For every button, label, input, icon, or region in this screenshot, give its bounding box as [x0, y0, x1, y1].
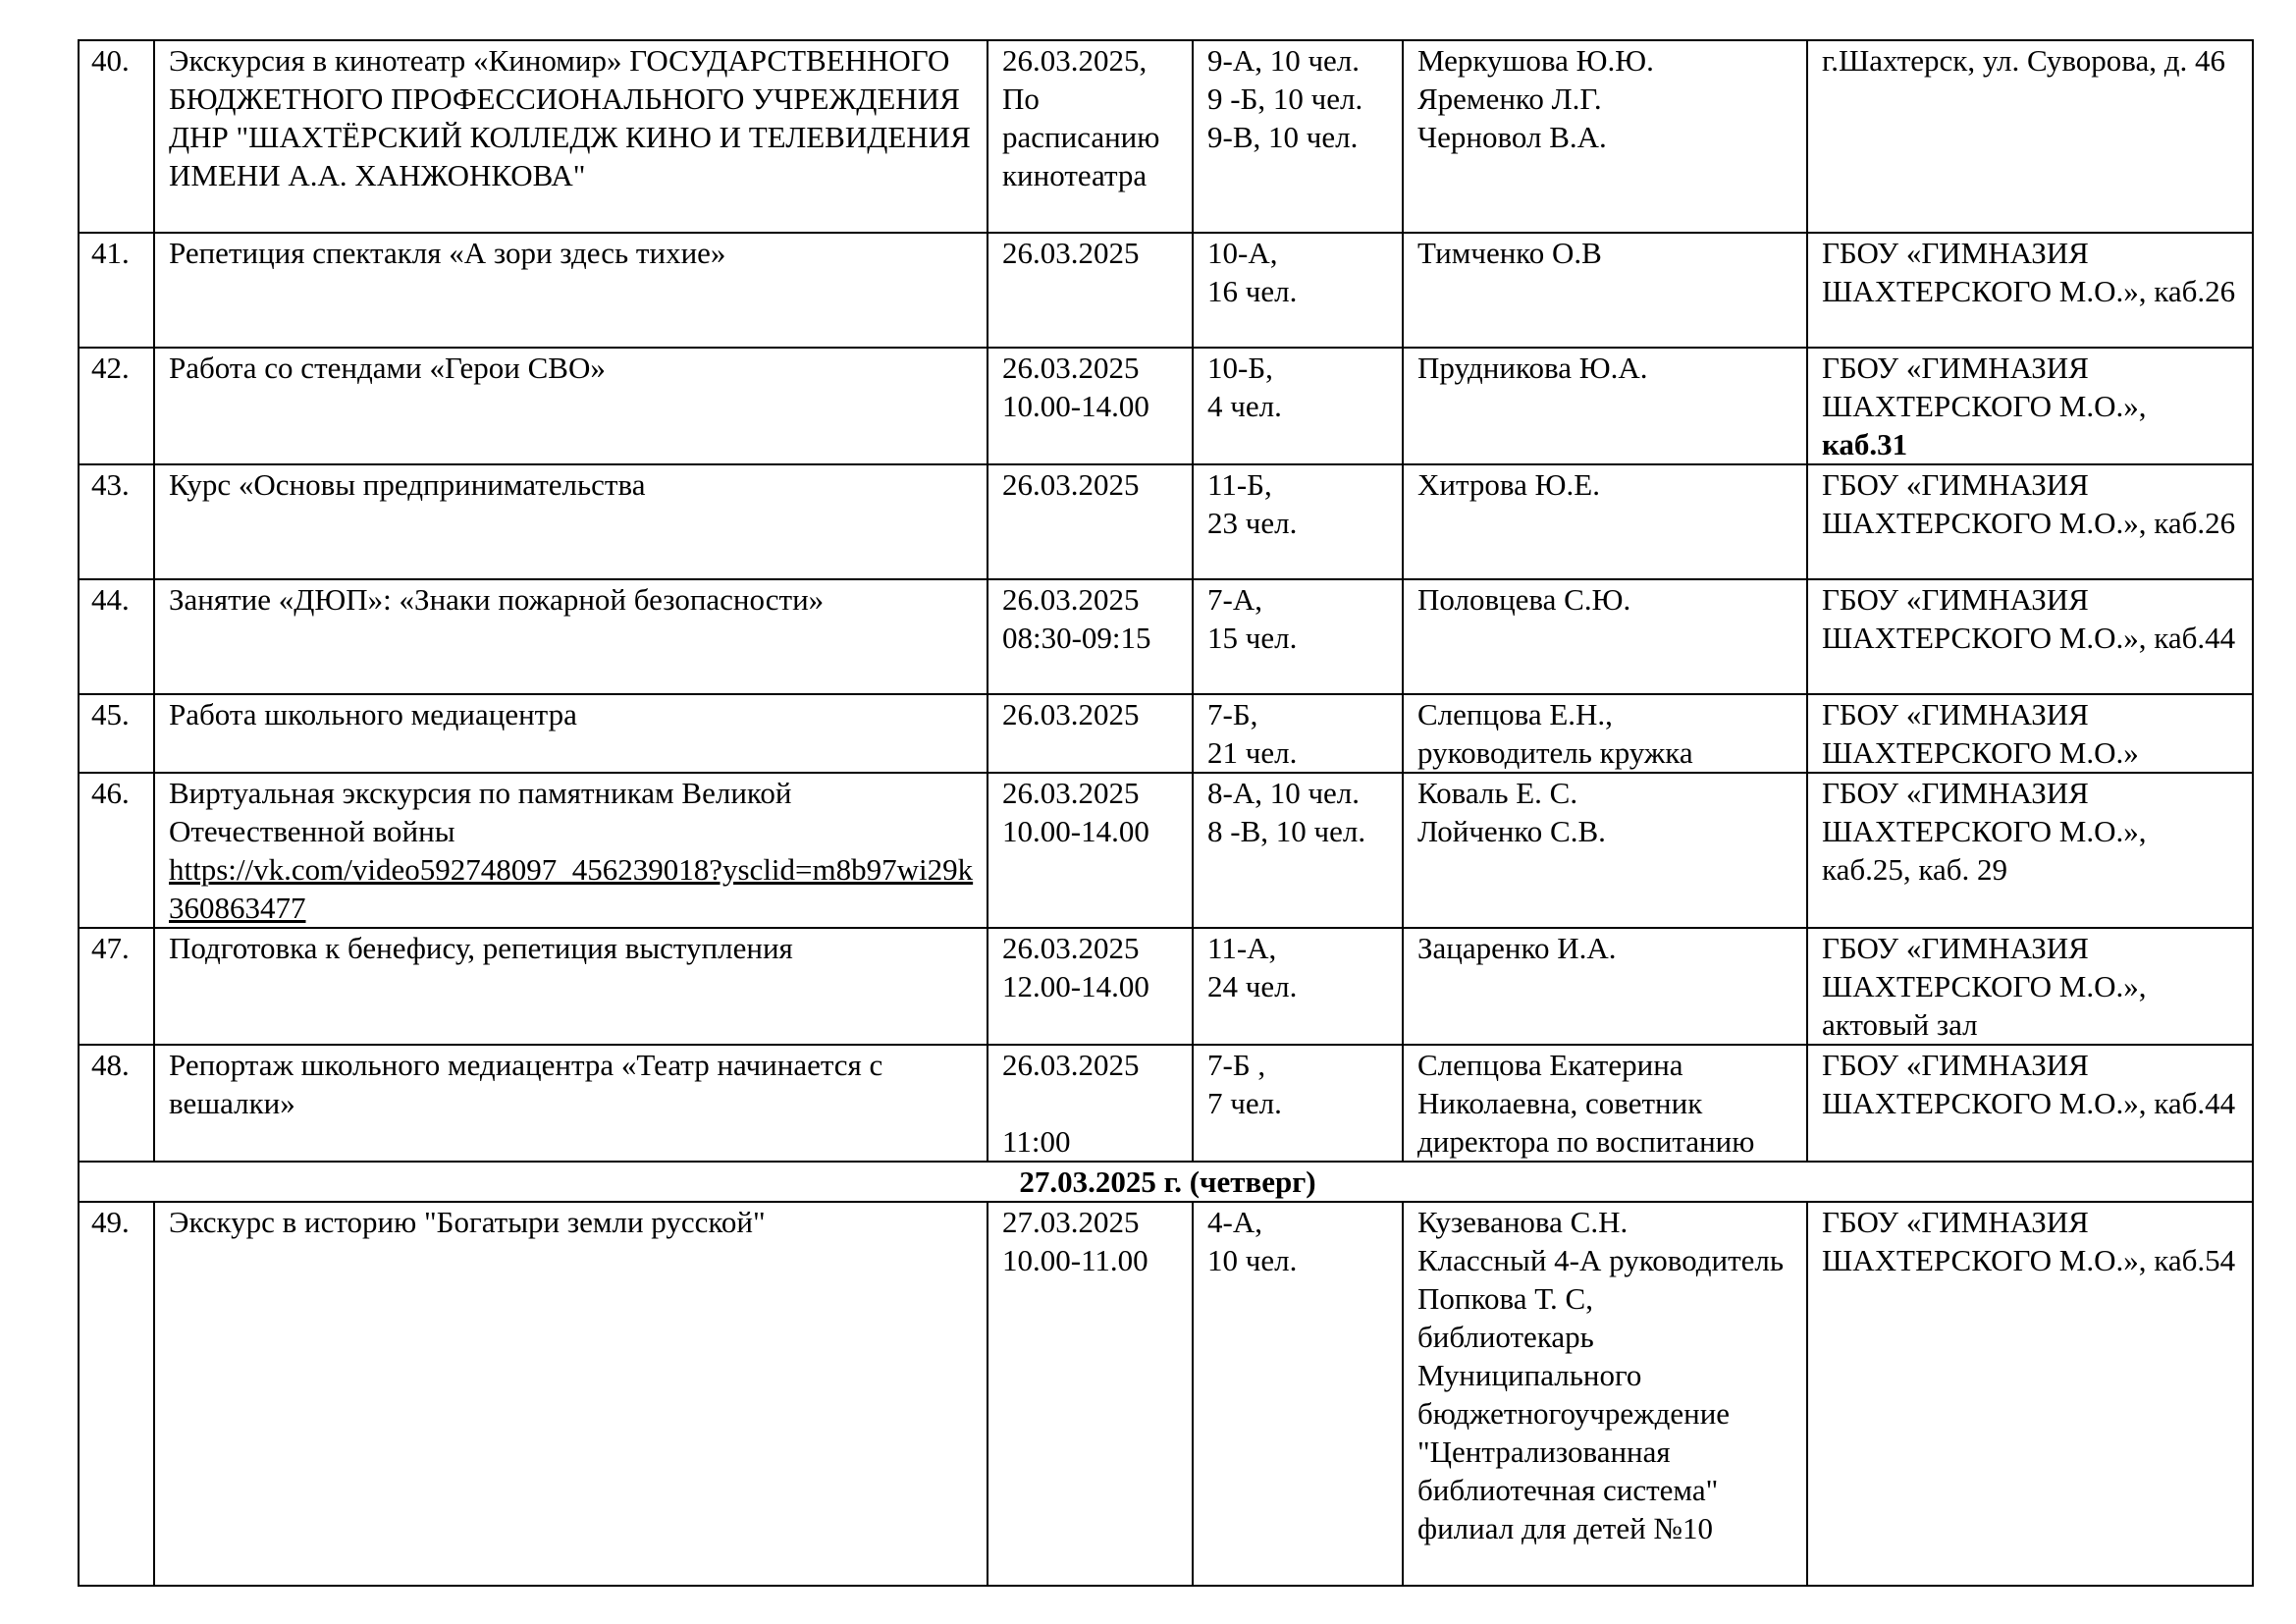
place-text: ГБОУ «ГИМНАЗИЯ ШАХТЕРСКОГО М.О.»,: [1822, 351, 2147, 423]
event-group: 7-А, 15 чел.: [1193, 579, 1403, 694]
event-title: Подготовка к бенефису, репетиция выступления: [154, 928, 988, 1045]
video-link[interactable]: https://vk.com/video592748097_456239018?ysclid=m8b97wi29k360863477: [169, 852, 974, 925]
event-responsible: Кузеванова С.Н. Классный 4-А руководитель Попкова Т. С, библиотекарь Муниципального бюджетногоучреждение "Централизованная библиотечная система" филиал для детей №10: [1403, 1202, 1807, 1586]
event-group: 7-Б, 21 чел.: [1193, 694, 1403, 773]
event-group: 11-Б, 23 чел.: [1193, 464, 1403, 579]
date-header-row: [79, 1162, 2253, 1202]
table-row: [79, 348, 2253, 464]
event-place: ГБОУ «ГИМНАЗИЯ ШАХТЕРСКОГО М.О.», каб.26: [1807, 233, 2253, 348]
event-title: Репортаж школьного медиацентра «Театр начинается с вешалки»: [154, 1045, 988, 1162]
event-group: 9-А, 10 чел. 9 -Б, 10 чел. 9-В, 10 чел.: [1193, 40, 1403, 233]
table-row: [79, 928, 2253, 1045]
event-place: [1807, 348, 2253, 464]
table-row: [79, 40, 2253, 233]
event-date: 26.03.2025: [988, 464, 1193, 579]
table-row: [79, 694, 2253, 773]
event-responsible: Тимченко О.В: [1403, 233, 1807, 348]
row-number: 44.: [79, 579, 154, 694]
event-title: Работа со стендами «Герои СВО»: [154, 348, 988, 464]
event-date: 26.03.2025, По расписанию кинотеатра: [988, 40, 1193, 233]
event-responsible: Слепцова Е.Н., руководитель кружка: [1403, 694, 1807, 773]
place-room: каб.31: [1822, 427, 1908, 461]
event-date: 27.03.2025 10.00-11.00: [988, 1202, 1193, 1586]
row-number: 43.: [79, 464, 154, 579]
table-row: [79, 773, 2253, 928]
event-group: 10-А, 16 чел.: [1193, 233, 1403, 348]
row-number: 41.: [79, 233, 154, 348]
event-title: [154, 773, 988, 928]
table-row: [79, 579, 2253, 694]
event-group: 10-Б, 4 чел.: [1193, 348, 1403, 464]
event-group: 8-А, 10 чел. 8 -В, 10 чел.: [1193, 773, 1403, 928]
event-group: 7-Б , 7 чел.: [1193, 1045, 1403, 1162]
event-date: 26.03.2025 10.00-14.00: [988, 773, 1193, 928]
event-title: Экскурс в историю "Богатыри земли русской": [154, 1202, 988, 1586]
event-place: ГБОУ «ГИМНАЗИЯ ШАХТЕРСКОГО М.О.», каб.44: [1807, 1045, 2253, 1162]
event-responsible: Прудникова Ю.А.: [1403, 348, 1807, 464]
event-title: Экскурсия в кинотеатр «Киномир» ГОСУДАРСТВЕННОГО БЮДЖЕТНОГО ПРОФЕССИОНАЛЬНОГО УЧРЕЖДЕНИЯ ДНР "ШАХТЁРСКИЙ КОЛЛЕДЖ КИНО И ТЕЛЕВИДЕНИЯ ИМЕНИ А.А. ХАНЖОНКОВА": [154, 40, 988, 233]
event-title: Занятие «ДЮП»: «Знаки пожарной безопасности»: [154, 579, 988, 694]
table-row: [79, 1045, 2253, 1162]
event-place: ГБОУ «ГИМНАЗИЯ ШАХТЕРСКОГО М.О.», каб.25, каб. 29: [1807, 773, 2253, 928]
row-number: 48.: [79, 1045, 154, 1162]
table-row: [79, 233, 2253, 348]
table-row: [79, 1202, 2253, 1586]
event-date: 26.03.2025 11:00: [988, 1045, 1193, 1162]
event-responsible: Зацаренко И.А.: [1403, 928, 1807, 1045]
event-date: 26.03.2025: [988, 694, 1193, 773]
event-place: ГБОУ «ГИМНАЗИЯ ШАХТЕРСКОГО М.О.», каб.26: [1807, 464, 2253, 579]
row-number: 49.: [79, 1202, 154, 1586]
event-group: 4-А, 10 чел.: [1193, 1202, 1403, 1586]
row-number: 45.: [79, 694, 154, 773]
date-header: 27.03.2025 г. (четверг): [79, 1162, 2253, 1202]
event-group: 11-А, 24 чел.: [1193, 928, 1403, 1045]
row-number: 42.: [79, 348, 154, 464]
row-number: 47.: [79, 928, 154, 1045]
event-responsible: Слепцова Екатерина Николаевна, советник директора по воспитанию: [1403, 1045, 1807, 1162]
event-date: 26.03.2025: [988, 233, 1193, 348]
event-title: Работа школьного медиацентра: [154, 694, 988, 773]
event-date: 26.03.2025 10.00-14.00: [988, 348, 1193, 464]
row-number: 46.: [79, 773, 154, 928]
event-date: 26.03.2025 12.00-14.00: [988, 928, 1193, 1045]
event-place: ГБОУ «ГИМНАЗИЯ ШАХТЕРСКОГО М.О.», актовый зал: [1807, 928, 2253, 1045]
row-number: 40.: [79, 40, 154, 233]
event-responsible: Хитрова Ю.Е.: [1403, 464, 1807, 579]
event-place: ГБОУ «ГИМНАЗИЯ ШАХТЕРСКОГО М.О.»: [1807, 694, 2253, 773]
event-title: Репетиция спектакля «А зори здесь тихие»: [154, 233, 988, 348]
schedule-table: [78, 39, 2254, 1587]
event-place: ГБОУ «ГИМНАЗИЯ ШАХТЕРСКОГО М.О.», каб.44: [1807, 579, 2253, 694]
event-title: Курс «Основы предпринимательства: [154, 464, 988, 579]
event-place: г.Шахтерск, ул. Суворова, д. 46: [1807, 40, 2253, 233]
event-date: 26.03.2025 08:30-09:15: [988, 579, 1193, 694]
event-place: ГБОУ «ГИМНАЗИЯ ШАХТЕРСКОГО М.О.», каб.54: [1807, 1202, 2253, 1586]
event-responsible: Половцева С.Ю.: [1403, 579, 1807, 694]
event-responsible: Меркушова Ю.Ю. Яременко Л.Г. Черновол В.А.: [1403, 40, 1807, 233]
table-row: [79, 464, 2253, 579]
event-title-text: Виртуальная экскурсия по памятникам Великой Отечественной войны: [169, 776, 792, 848]
event-responsible: Коваль Е. С. Лойченко С.В.: [1403, 773, 1807, 928]
